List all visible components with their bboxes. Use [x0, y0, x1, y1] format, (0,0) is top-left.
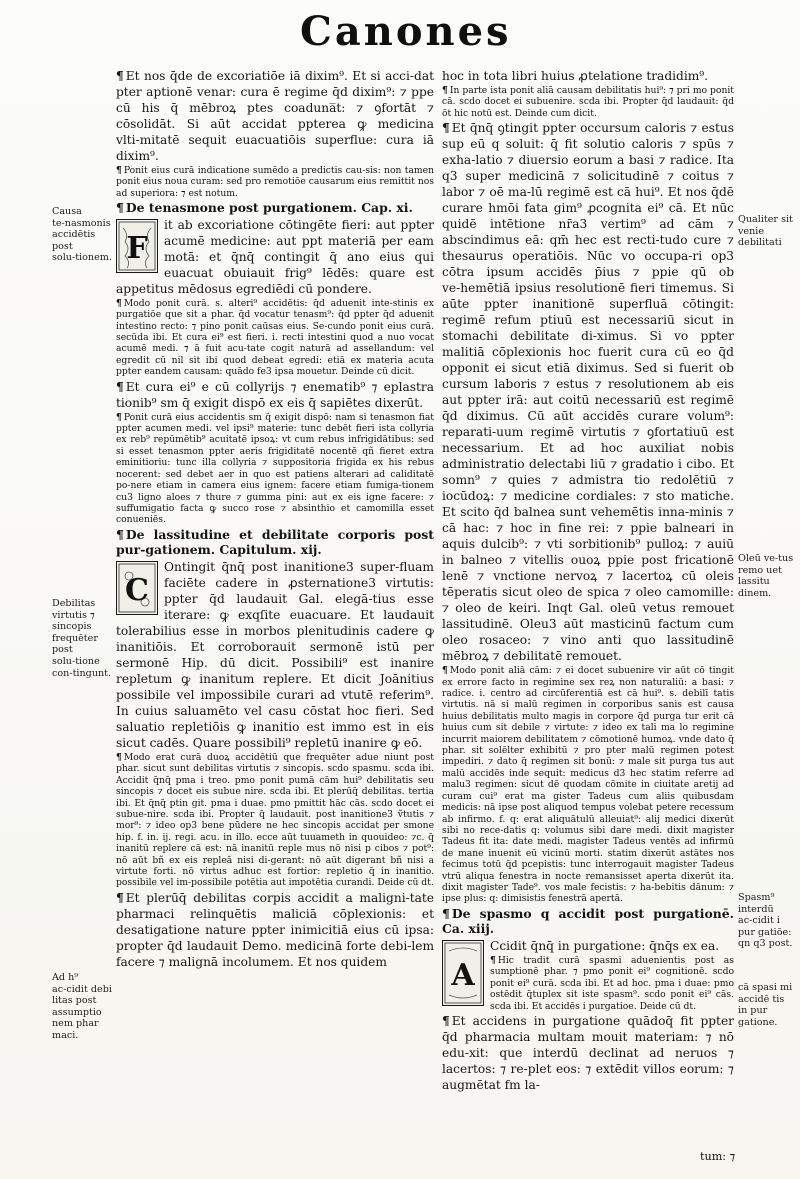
- pilcrow-icon: ¶: [116, 379, 124, 394]
- chapter-heading: ¶ De spasmo q accidit post purgationē. Ca. xiij.: [442, 905, 734, 937]
- pilcrow-icon: ¶: [442, 85, 448, 96]
- paragraph-with-initial: F it ab excoriatione cōtingēte fieri: aut ppter acumē medicine: aut ppt materiā per eam motā: et q̄nq̄ contingit q̄ ano eius qui euacuat obuiauit frig⁹ lēdēs: quare est appetitus mēdosus egrediēdi cū pondere.: [116, 217, 434, 296]
- chapter-heading: ¶ De tenasmone post purgationem. Cap. xi.: [116, 200, 413, 216]
- svg-text:A: A: [451, 957, 475, 993]
- catchword: tum: ⁊: [700, 1150, 736, 1163]
- margin-note-left-3: Ad h⁹ ac‑cidit debi litas post assumptio nem phar maci.: [52, 972, 112, 1041]
- pilcrow-icon: ¶: [116, 297, 122, 309]
- paragraph: ¶ Et cura ei⁹ e cū collyrijs ⁊ enematib⁹ ⁊ eplastra tionib⁹ sm q̄ exigit dispō ex eis q̄ sapiētes dixerūt.: [116, 379, 434, 410]
- margin-note-right-1: Qualiter sit venie debilitati: [738, 214, 793, 249]
- pilcrow-icon: ¶: [116, 165, 122, 176]
- decorated-initial-icon: [116, 219, 158, 273]
- commentary: ¶ Modo erat curā duoꝝ accidētiū que frequēter adue niunt post phar. sicut sunt debilitas virtutis ⁊ sincopis. scdo spasmu. scda ibi. Accidit q̄nq̄ pma i treo. pmo ponit pumā cām hui⁹ debilitatis seu sincopis ⁊ docet eis subue nire. scda ibi. Et plerūq̄ debilitas. tertia ibi. Et q̄nq̄ ptin git. pma i duae. pmo pmittit hāc cās. scdo docet ei subue‑nire. scda ibi. Propter q̄ laudauit. post inanitione3 ṽtutis ⁊ mor⁹: ⁊ ideo op3 bene pūdere ne hec sincopis accidat per smone hip. f. in. ij. regi. acu. in illo. ecce aūt tuuameth in quouideo: ⁊c. q̄ inanitū replere cā est: nā inanitū reple mus nō nisi p cibos ⁊ pot⁹: nō aūt bñ ex eis repleā nisi di‑gerant: nō aūt digerant bñ nisi a virtute forti. nō virtus adhuc est fortior: repletio q̄ in inanitio. possibile vel im‑possibile potētia aut impotētia curandi. Deide cū dt.: [116, 751, 434, 889]
- left-column: [116, 68, 434, 971]
- margin-note-right-3: Spasm⁹ interdū ac‑cidit i pur gatiōe: qn q3 post.: [738, 892, 793, 950]
- paragraph-with-initial: C Ontingit q̄nq̄ post inanitione3 super‑fluam faciēte cadere in ꝓsternatione3 virtutis: ppter q̄d laudauit Gal. elegā‑tius esse iterare: ꝙ exqſite euacuare. Et laudauit tolerabilius esse in morbos plenitudinis cadere ꝙ inanitiōis. Et corroborauit sermonē istū per sermonē Hip. dū dicit. Possibili⁹ est inanire repletum ꝙ inanitum replere. Et dicit Joānitius possibile vel impossibile curari ad vtutē referim⁹. In cuius saluamēto vel casu cōstat hoc fieri. Sed saluatio repletiōis ꝙ inanitio est immo est in eis sicut cadēs. Quare possibili⁹ repletū inanire ꝙ eō.: [116, 559, 434, 750]
- margin-note-left-2: Debilitas virtutis ⁊ sincopis frequēter post solu‑tione con‑tingunt.: [52, 598, 112, 679]
- right-column: [442, 68, 734, 1094]
- chapter-heading: ¶ De lassitudine et debilitate corporis post pur‑gationem. Capitulum. xij.: [116, 526, 434, 558]
- commentary: ¶ Ponit eius curā indicatione sumēdo a predictis cau‑sis: non tamen ponit eius noua curam: sed pro remotiōe causarum eius remittit nos ad superiora: ⁊ est notum.: [116, 165, 434, 199]
- paragraph: ¶ Et q̄nq̄ ꝯtingit ppter occursum caloris ⁊ estus sup eū q soluit: q̄ fit solutio caloris ⁊ spūs ⁊ exha‑latio ⁊ diuersio eorum a basi ⁊ radice. Ita q3 super medicinā ⁊ solicitudinē ⁊ coitus ⁊ labor ⁊ oē ma‑lū regimē est cā hui⁹. Et nos q̄dē curare hmōi fata gim⁹ ꝓcognita ei⁹ cā. Et nūc quidē intētione nr̄a3 vertim⁹ ad cām ⁊ abscindimus eā: qm̄ hec est recti‑tudo cure ⁊ thesaurus operatiōis. Nūc vo occupa‑ri op3 cōtra ipsum accidēs p̄ius ⁊ ppie qū ob ve‑hemētiā ipsius resolutionē fieri timemus. Si aūte ppter inanitionē superfluā cōtingit: regimē refum ptiuū est necessariū sicut in stomachi debilitate di‑ximus. Si vo ppter malitiā cōplexionis hoc fuerit cura cū eo q̄d opponit ei sicut etiā diximus. Sed si fuerit ob cursum laboris ⁊ estus ⁊ resolutionem ab eis aut ppter irā: aut coitū necessariū est regimē q̄d diximus. Cū aūt accidēs curare volum⁹: reparati‑uum regimē virtutis ⁊ ꝯfortatiuū est necessarium. Et ad hoc auxiliat nobis administratio delectabi liū ⁊ gradatio i cibo. Et somn⁹ ⁊ quies ⁊ admistra tio redolētiū ⁊ iocūdoꝝ: ⁊ medicine cordiales: ⁊ sto matiche. Et scito q̄d balnea sunt vehemētis inna‑minis ⁊ cā hac: ⁊ hoc in fine rei: ⁊ ppie balneari in aquis dulcib⁹: ⁊ vti sorbitionib⁹ pulloꝝ: ⁊ auiū in balneo ⁊ vitellis ouoꝝ ppie post fricationē lenē ⁊ vnctione nervoꝝ ⁊ lacertoꝝ cū oleis tēperatis sicut oleo de spica ⁊ oleo camomille: ⁊ oleo de keiri. Inqt Gal. oleū vetus remouet lassitudinē. Oleu3 aūt masticinū factum cum oleo rosaceo: ⁊ vino anti quo lassitudinē mēbroꝝ ⁊ debilitatē remouet.: [442, 121, 734, 664]
- commentary: ¶ Ponit curā eius accidentis sm q̄ exigit dispō: nam si tenasmon fiat ppter acumen medi. vel ipsi⁹ materie: tunc debēt fieri ista collyria ex reb⁹ repūmētib⁹ acuitatē ipsoꝝ: vt cum rebus infrigidātibus: sed si esset tenasmon ppter aeris frigiditatē nocentē qñ fieret extra eminitioriu: tunc illa collyria ⁊ suppositoria frigida ex his rebus nocerent: sed debet aer in quo est patiens alterari ad caliditatē po‑nere etiam in camera eius ignem: facere etiam fumiga‑tionem cu3 ligno aloes ⁊ thure ⁊ gumma pini: aut ex eis igne facere: ⁊ suffumigatio facta ꝙ succo rose ⁊ absinthio et camomilla esset conueniēs.: [116, 411, 434, 526]
- pilcrow-icon: ¶: [116, 526, 124, 542]
- paragraph: hoc in tota libri huius ꝓtelatione tradidim⁹.: [442, 69, 709, 83]
- pilcrow-icon: ¶: [442, 665, 448, 677]
- margin-note-right-4: cā spasi mi accidē tis in pur gatione.: [738, 982, 793, 1028]
- pilcrow-icon: ¶: [490, 954, 496, 966]
- pilcrow-icon: ¶: [116, 411, 122, 423]
- pilcrow-icon: ¶: [442, 121, 450, 136]
- decorated-initial-icon: [116, 561, 158, 615]
- paragraph: ¶ Et accidens in purgatione quādoq̄ fit ppter q̄d pharmacia multam mouit materiam: ⁊ nō edu‑xit: que interdū declinat ad neruos ⁊ lacertos: ⁊ re‑plet eos: ⁊ extēdit villos eorum: ⁊ augmētat fm la‑: [442, 1013, 734, 1092]
- pilcrow-icon: ¶: [442, 1013, 450, 1028]
- pilcrow-icon: ¶: [116, 890, 124, 905]
- margin-note-right-2: Oleū ve‑tus remo uet lassitu dinem.: [738, 553, 794, 599]
- decorated-initial-icon: [442, 940, 484, 1006]
- commentary: ¶ In parte ista ponit aliā causam debilitatis hui⁹: ⁊ pri mo ponit cā. scdo docet ei subuenire. scda ibi. Propter q̄d laudauit: q̄d ōt hic notū est. Deinde cum dicit.: [442, 85, 734, 119]
- commentary: ¶ Hic tradit curā spasmi aduenientis post as sumptionē phar. ⁊ pmo ponit ei⁹ cognitionē. scdo ponit ei⁹ curā. scda ibi. Et ad hoc. pma i duae: pmo ostēdit q̄tuplex sit iste spasm⁹. scdo ponit ei⁹ cās. scda ibi. Et accidēs i purgatioe. Deide cū dt.: [490, 954, 734, 1012]
- paragraph-with-initial: A Ccidit q̄nq̄ in purgatione: q̄nq̄s ex ea.: [442, 938, 734, 954]
- pilcrow-icon: ¶: [116, 200, 124, 216]
- pilcrow-icon: ¶: [442, 905, 450, 921]
- svg-text:C: C: [125, 572, 149, 608]
- commentary: ¶ Modo ponit curā. s. alteri⁹ accidētis: q̄d aduenit inte‑stinis ex purgatiōe que sit a phar. q̄d vocatur tenasm⁹: q̄d ppter q̄d aduenit intestino recto: ⁊ pino ponit caūsas eius. Se‑cundo ponit eius curā. secūda ibi. Et cura ei⁹ est fieri. i. recti intestini quod a nuo vocat acumē medi. ⁊ ā fuit acu‑tate cogit naturā ad assellandum: vel egredit cū nil sit ibi quod debeat egredi: etiā ex materia acuta ppter eandem causam: quādo fe3 ipsa mouetur. Deinde cū dicit.: [116, 297, 434, 378]
- paragraph: ¶ Et nos q̄de de excoriatiōe iā dixim⁹. Et si acci‑dat pter aptionē venar: cura ē regime q̄d dixim⁹: ⁊ ppe cū his q̄ mēbroꝝ ptes coaduna̅t: ⁊ ꝯfortāt ⁊ cōsolidāt. Si aūt accidat ppterea ꝙ medicina vlti‑mitatē sequit euacuatiōis superflue: cura iā dixim⁹.: [116, 69, 434, 163]
- commentary: ¶ Modo ponit aliā cām: ⁊ ei docet subuenire vir aūt cō tingit ex errore facto in regimine sex reꝝ non naturaliū: a basi: ⁊ radice. i. centro ad circūferentiā est cā hui⁹. s. debilī tatis virtutis. nā si malū regimen in corporibus sanis est causa huius debilitatis multo magis in corpore q̄d purga tur erit cā huius cum sit debile ⁊ virtute: ⁊ ideo ex tali ma lo regimine incurrit maiorem debilitatem ⁊ cōmotionē humoꝝ. vnde dato q̄ phar. sit solēlter exhibitū ⁊ pro pter malū regimen potest impediri. ⁊ dato q̄ regimen sit bonū: ⁊ male sit purga tus aut malū accidēs inde sequit: medicus d3 hec statim referre ad malu3 regimen: sicut dē quodam cōmite in ciuitate aretij ad curam cui⁹ erat ma gister Tadeus cum aliis quibusdam medicis: nā ipse post aliquod tempus volebat petere recessum ab infirmo. f. q: erat aliquātulū alleuiat⁹: alij medici dixerūt sibi no rece‑datis q: volumus sibi dare medi. dixit magister Tadeus fit ita: date medi. magister Tadeus ventēs ad infirmū de mane inuenit eū vicinū morti. statim dixerūt astātes nos fecimus totū q̄d pcepistis: tunc interrogauit magister Tadeus vtrū aliqua fenestra in nocte remansisset aperta dixerūt ita. dixit magister Tade⁹. vos male fecistis: ⁊ ha‑bebitis dānum: ⁊ ipse plus: q: dimisistis fenestrā apertā.: [442, 665, 734, 905]
- svg-text:F: F: [126, 230, 148, 266]
- pilcrow-icon: ¶: [116, 751, 122, 763]
- margin-note-left-1: Causa te‑nasmonis accidētis post solu‑tionem.: [52, 206, 112, 264]
- page-title: Canones: [300, 8, 512, 55]
- paragraph: ¶ Et plerūq̄ debilitas corpis accidit a maligni‑tate pharmaci relinquētis maliciā cōplexionis: et desatigatione nature ppter inimicitiā eius cū ipsa: propter q̄d laudauit Demo. medicinā forte debi‑lem facere ⁊ malignā incolumem. Et nos quidem: [116, 890, 434, 969]
- pilcrow-icon: ¶: [116, 69, 124, 83]
